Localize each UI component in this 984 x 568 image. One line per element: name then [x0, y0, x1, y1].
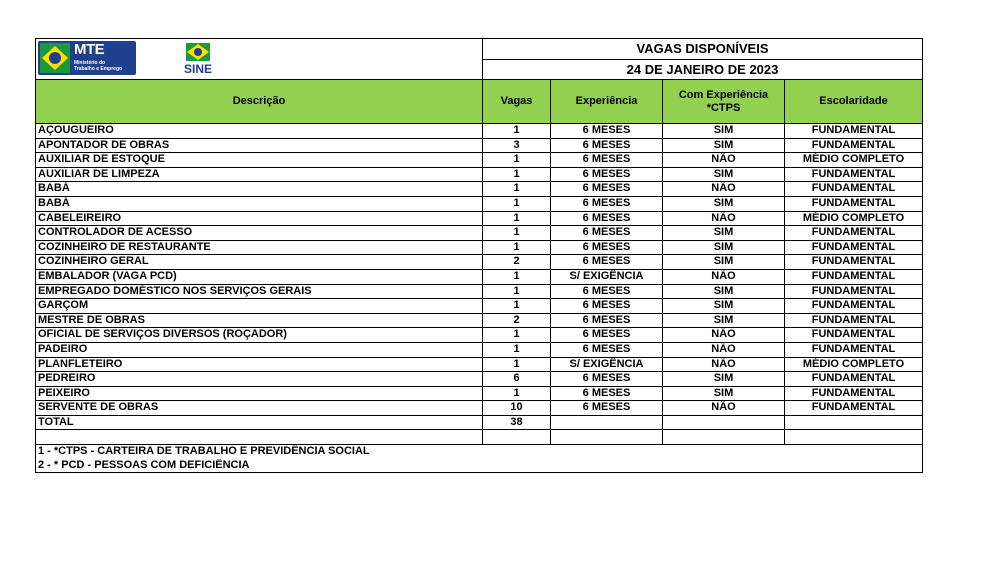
- logo-cell: [36, 39, 483, 80]
- footnote-row: [36, 445, 923, 459]
- cell-descricao: EMPREGADO DOMÉSTICO NOS SERVIÇOS GERAIS: [36, 284, 483, 299]
- cell-experiencia: 6 MESES: [551, 153, 663, 168]
- table-row: [36, 313, 923, 328]
- table-row: [36, 328, 923, 343]
- col-header-com-experiencia: [663, 80, 785, 124]
- table-row: [36, 284, 923, 299]
- cell-descricao: OFICIAL DE SERVIÇOS DIVERSOS (ROÇADOR): [36, 328, 483, 343]
- cell-experiencia: 6 MESES: [551, 255, 663, 270]
- page-date: 24 DE JANEIRO DE 2023: [483, 59, 923, 80]
- cell-experiencia: 6 MESES: [551, 342, 663, 357]
- cell-escolaridade: FUNDAMENTAL: [785, 386, 923, 401]
- footnote: 2 - * PCD - PESSOAS COM DEFICIÊNCIA: [36, 459, 923, 473]
- cell-ctps: NÃO: [663, 401, 785, 416]
- total-label: TOTAL: [36, 415, 483, 430]
- cell-ctps: NÃO: [663, 182, 785, 197]
- cell-descricao: COZINHEIRO DE RESTAURANTE: [36, 240, 483, 255]
- col-header-descricao: Descrição: [36, 80, 483, 124]
- cell-experiencia: 6 MESES: [551, 240, 663, 255]
- cell-ctps: SIM: [663, 386, 785, 401]
- table-row: [36, 269, 923, 284]
- cell-descricao: EMBALADOR (VAGA PCD): [36, 269, 483, 284]
- cell-escolaridade: FUNDAMENTAL: [785, 182, 923, 197]
- cell-vagas: 1: [483, 357, 551, 372]
- cell-descricao: AUXILIAR DE LIMPEZA: [36, 167, 483, 182]
- table-row: [36, 153, 923, 168]
- blank-cell: [551, 430, 663, 445]
- cell-vagas: 1: [483, 284, 551, 299]
- cell-descricao: BABÁ: [36, 196, 483, 211]
- cell-descricao: PEDREIRO: [36, 372, 483, 387]
- title-row: [36, 39, 923, 60]
- cell-escolaridade: MÉDIO COMPLETO: [785, 211, 923, 226]
- cell-experiencia: 6 MESES: [551, 124, 663, 139]
- table-row: [36, 240, 923, 255]
- table-row: [36, 255, 923, 270]
- mte-logo: [38, 41, 136, 75]
- cell-descricao: CONTROLADOR DE ACESSO: [36, 226, 483, 241]
- cell-vagas: 1: [483, 269, 551, 284]
- cell-vagas: 6: [483, 372, 551, 387]
- table-row: [36, 167, 923, 182]
- total-empty-cell: [551, 415, 663, 430]
- table-row: [36, 226, 923, 241]
- cell-escolaridade: MÉDIO COMPLETO: [785, 153, 923, 168]
- cell-ctps: SIM: [663, 226, 785, 241]
- cell-ctps: SIM: [663, 372, 785, 387]
- cell-descricao: BABÁ: [36, 182, 483, 197]
- cell-vagas: 1: [483, 240, 551, 255]
- cell-escolaridade: FUNDAMENTAL: [785, 328, 923, 343]
- cell-descricao: AÇOUGUEIRO: [36, 124, 483, 139]
- cell-vagas: 2: [483, 255, 551, 270]
- cell-experiencia: 6 MESES: [551, 226, 663, 241]
- cell-descricao: COZINHEIRO GERAL: [36, 255, 483, 270]
- sine-logo-text: SINE: [183, 62, 212, 76]
- cell-escolaridade: MÉDIO COMPLETO: [785, 357, 923, 372]
- col-header-escolaridade: Escolaridade: [785, 80, 923, 124]
- cell-escolaridade: FUNDAMENTAL: [785, 226, 923, 241]
- cell-vagas: 1: [483, 226, 551, 241]
- cell-escolaridade: FUNDAMENTAL: [785, 138, 923, 153]
- cell-ctps: NÃO: [663, 269, 785, 284]
- brazil-flag-icon: [40, 43, 70, 73]
- table-row: [36, 211, 923, 226]
- cell-vagas: 1: [483, 328, 551, 343]
- cell-descricao: PADEIRO: [36, 342, 483, 357]
- mte-sub-line2: Trabalho e Emprego: [74, 66, 123, 72]
- cell-experiencia: 6 MESES: [551, 313, 663, 328]
- cell-experiencia: S/ EXIGÊNCIA: [551, 269, 663, 284]
- column-header-row: [36, 80, 923, 124]
- cell-experiencia: 6 MESES: [551, 167, 663, 182]
- cell-experiencia: 6 MESES: [551, 401, 663, 416]
- page-title: VAGAS DISPONÍVEIS: [483, 39, 923, 60]
- blank-cell: [483, 430, 551, 445]
- cell-ctps: NÃO: [663, 211, 785, 226]
- cell-ctps: NÃO: [663, 357, 785, 372]
- footnote-row: [36, 459, 923, 473]
- col-header-com-experiencia-line1: Com Experiência: [678, 88, 769, 101]
- table-row: [36, 386, 923, 401]
- cell-vagas: 1: [483, 211, 551, 226]
- cell-vagas: 1: [483, 196, 551, 211]
- table-row: [36, 138, 923, 153]
- cell-escolaridade: FUNDAMENTAL: [785, 167, 923, 182]
- cell-vagas: 10: [483, 401, 551, 416]
- cell-experiencia: 6 MESES: [551, 211, 663, 226]
- cell-experiencia: 6 MESES: [551, 196, 663, 211]
- cell-experiencia: 6 MESES: [551, 328, 663, 343]
- table-row: [36, 372, 923, 387]
- cell-experiencia: 6 MESES: [551, 182, 663, 197]
- vacancies-table: [35, 38, 923, 473]
- mte-sub-line1: Ministério do: [74, 60, 106, 66]
- total-value: 38: [483, 415, 551, 430]
- cell-escolaridade: FUNDAMENTAL: [785, 313, 923, 328]
- cell-vagas: 1: [483, 342, 551, 357]
- cell-descricao: GARÇOM: [36, 299, 483, 314]
- cell-vagas: 1: [483, 153, 551, 168]
- cell-escolaridade: FUNDAMENTAL: [785, 269, 923, 284]
- cell-escolaridade: FUNDAMENTAL: [785, 240, 923, 255]
- cell-descricao: APONTADOR DE OBRAS: [36, 138, 483, 153]
- cell-ctps: NÃO: [663, 153, 785, 168]
- total-empty-cell: [663, 415, 785, 430]
- cell-descricao: CABELEIREIRO: [36, 211, 483, 226]
- cell-experiencia: 6 MESES: [551, 386, 663, 401]
- cell-ctps: SIM: [663, 240, 785, 255]
- cell-descricao: MESTRE DE OBRAS: [36, 313, 483, 328]
- col-header-experiencia: Experiência: [551, 80, 663, 124]
- cell-vagas: 1: [483, 386, 551, 401]
- footnote: 1 - *CTPS - CARTEIRA DE TRABALHO E PREVIDÊNCIA SOCIAL: [36, 445, 923, 459]
- total-empty-cell: [785, 415, 923, 430]
- cell-escolaridade: FUNDAMENTAL: [785, 342, 923, 357]
- cell-experiencia: S/ EXIGÊNCIA: [551, 357, 663, 372]
- blank-row: [36, 430, 923, 445]
- blank-cell: [36, 430, 483, 445]
- cell-ctps: SIM: [663, 284, 785, 299]
- cell-escolaridade: FUNDAMENTAL: [785, 124, 923, 139]
- cell-experiencia: 6 MESES: [551, 138, 663, 153]
- cell-vagas: 1: [483, 299, 551, 314]
- cell-vagas: 1: [483, 124, 551, 139]
- cell-vagas: 3: [483, 138, 551, 153]
- col-header-com-experiencia-line2: *CTPS: [706, 101, 741, 114]
- cell-ctps: SIM: [663, 313, 785, 328]
- table-row: [36, 342, 923, 357]
- sine-logo: [178, 41, 218, 79]
- table-row: [36, 196, 923, 211]
- cell-ctps: SIM: [663, 196, 785, 211]
- cell-escolaridade: FUNDAMENTAL: [785, 372, 923, 387]
- table-row: [36, 401, 923, 416]
- cell-descricao: PEIXEIRO: [36, 386, 483, 401]
- cell-escolaridade: FUNDAMENTAL: [785, 255, 923, 270]
- mte-logo-text: MTE: [74, 41, 105, 58]
- mte-logo-subtitle: [74, 60, 122, 72]
- cell-descricao: AUXILIAR DE ESTOQUE: [36, 153, 483, 168]
- cell-escolaridade: FUNDAMENTAL: [785, 299, 923, 314]
- cell-escolaridade: FUNDAMENTAL: [785, 284, 923, 299]
- table-row: [36, 357, 923, 372]
- cell-ctps: SIM: [663, 167, 785, 182]
- total-row: [36, 415, 923, 430]
- cell-ctps: NÃO: [663, 342, 785, 357]
- blank-cell: [785, 430, 923, 445]
- table-row: [36, 182, 923, 197]
- cell-ctps: SIM: [663, 255, 785, 270]
- col-header-vagas: Vagas: [483, 80, 551, 124]
- table-row: [36, 299, 923, 314]
- cell-vagas: 2: [483, 313, 551, 328]
- table-row: [36, 124, 923, 139]
- job-vacancies-sheet: [35, 38, 922, 473]
- cell-experiencia: 6 MESES: [551, 372, 663, 387]
- cell-ctps: NÃO: [663, 328, 785, 343]
- cell-ctps: SIM: [663, 138, 785, 153]
- cell-experiencia: 6 MESES: [551, 299, 663, 314]
- cell-vagas: 1: [483, 182, 551, 197]
- cell-ctps: SIM: [663, 299, 785, 314]
- cell-ctps: SIM: [663, 124, 785, 139]
- cell-descricao: PLANFLETEIRO: [36, 357, 483, 372]
- cell-experiencia: 6 MESES: [551, 284, 663, 299]
- cell-vagas: 1: [483, 167, 551, 182]
- cell-escolaridade: FUNDAMENTAL: [785, 196, 923, 211]
- blank-cell: [663, 430, 785, 445]
- cell-descricao: SERVENTE DE OBRAS: [36, 401, 483, 416]
- cell-escolaridade: FUNDAMENTAL: [785, 401, 923, 416]
